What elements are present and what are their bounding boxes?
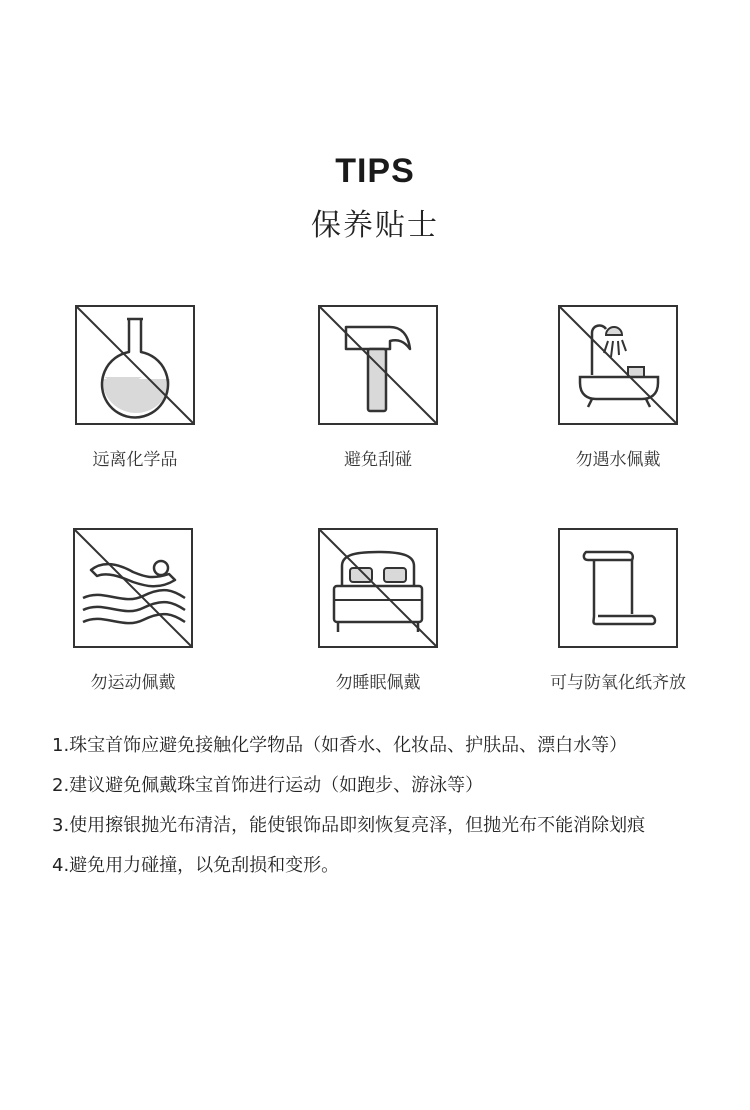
care-icon-card xyxy=(55,305,215,470)
bed-icon xyxy=(318,528,438,648)
hammer-icon xyxy=(318,305,438,425)
swimmer-icon xyxy=(73,528,193,648)
care-icon-label: 勿运动佩戴 xyxy=(90,673,176,693)
care-icon-label: 远离化学品 xyxy=(92,450,178,470)
care-icon-card xyxy=(298,305,458,470)
care-icon-label: 勿睡眠佩戴 xyxy=(335,673,421,693)
care-icon-card xyxy=(53,528,213,693)
tip-item: 1.珠宝首饰应避免接触化学物品（如香水、化妆品、护肤品、漂白水等） xyxy=(52,735,628,756)
page-title: TIPS xyxy=(335,152,415,190)
bathtub-icon xyxy=(558,305,678,425)
care-icon-card xyxy=(298,528,458,693)
paper-scroll-icon xyxy=(558,528,678,648)
page-subtitle: 保养贴士 xyxy=(311,208,439,243)
flask-icon xyxy=(75,305,195,425)
care-icon-label: 避免刮碰 xyxy=(344,450,412,470)
tip-item: 4.避免用力碰撞，以免刮损和变形。 xyxy=(52,855,340,876)
care-icon-label: 勿遇水佩戴 xyxy=(575,450,661,470)
care-icon-label: 可与防氧化纸齐放 xyxy=(550,673,686,693)
care-icon-card xyxy=(538,528,698,693)
tip-item: 2.建议避免佩戴珠宝首饰进行运动（如跑步、游泳等） xyxy=(52,775,484,796)
tip-item: 3.使用擦银抛光布清洁，能使银饰品即刻恢复亮泽，但抛光布不能消除划痕 xyxy=(52,815,646,836)
care-icon-card xyxy=(538,305,698,470)
care-tips-list xyxy=(52,736,732,896)
